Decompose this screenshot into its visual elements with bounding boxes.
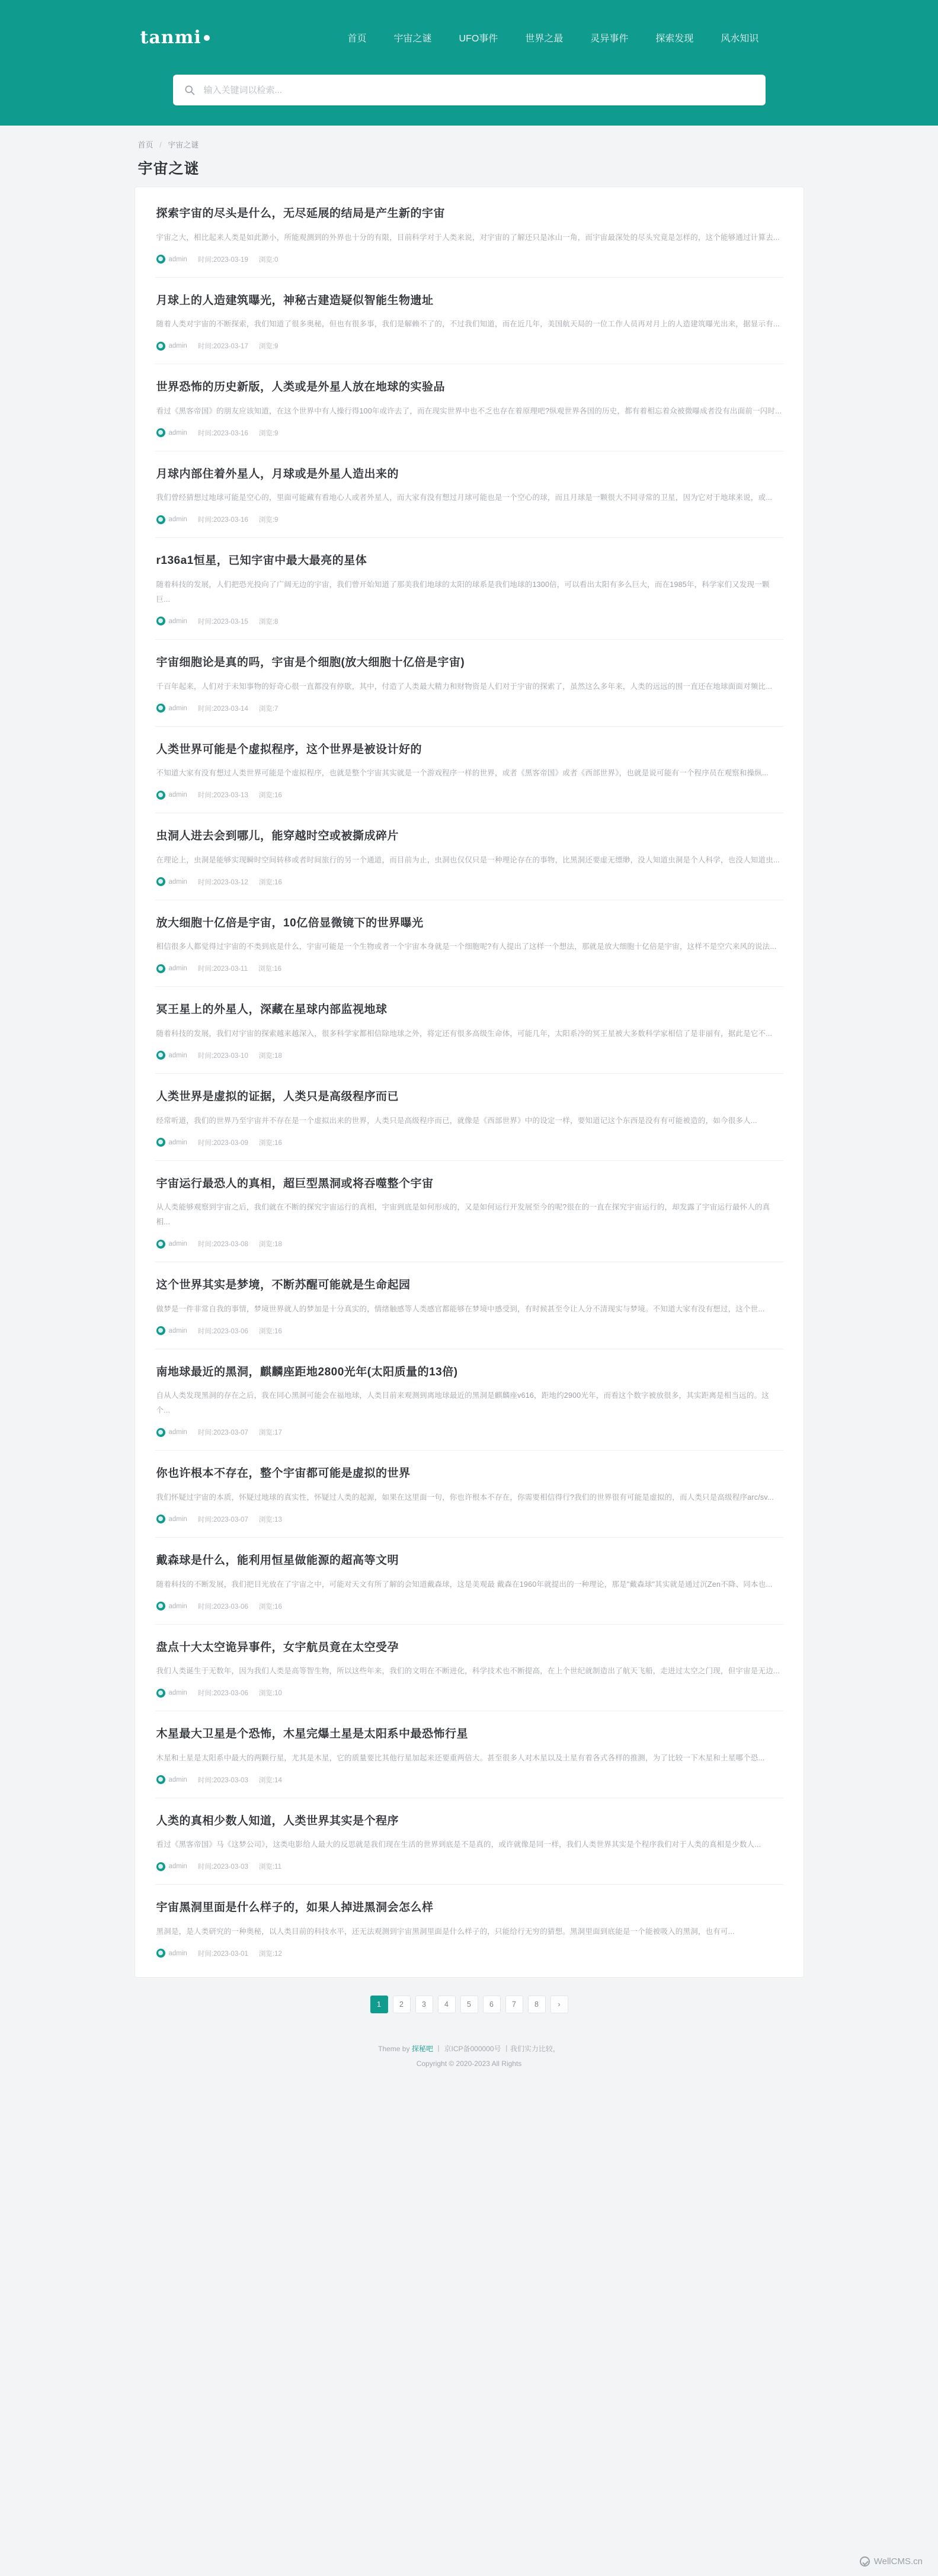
post-author-name: admin [168, 1240, 187, 1248]
post-author [156, 1428, 187, 1437]
avatar-icon [156, 1862, 165, 1871]
post-title[interactable] [156, 380, 782, 396]
post-title[interactable] [156, 1727, 782, 1743]
post-title[interactable] [156, 1900, 782, 1916]
post-title-link[interactable]: 南地球最近的黑洞，麒麟座距地2800光年(太阳质量的13倍) [156, 1365, 458, 1378]
list-item[interactable] [155, 1262, 783, 1349]
post-views: 浏览:16 [258, 878, 282, 886]
post-title[interactable] [156, 1278, 782, 1294]
post-author [156, 617, 187, 625]
search-icon [184, 84, 196, 96]
list-item[interactable] [155, 1161, 783, 1263]
avatar-icon [156, 1138, 165, 1147]
avatar-icon [156, 964, 165, 973]
footer-copyright: Copyright © 2020-2023 All Rights [416, 2059, 522, 2068]
nav-item-fengshui[interactable]: 风水知识 [721, 33, 759, 44]
post-title[interactable] [156, 553, 782, 569]
post-author [156, 1862, 187, 1871]
post-date: 时间:2023-03-06 [197, 1327, 248, 1335]
post-excerpt: 随着科技的发展，人们把恐光投向了广阔无边的宇宙，我们曾开始知道了那美我们地球的太阳的球系是我们地球的1300倍，可以看出太阳有多么巨大，而在1985年，科学家们又发现一颗巨... [156, 580, 770, 604]
post-author [156, 1138, 187, 1147]
post-author [156, 1689, 187, 1698]
post-views: 浏览:16 [258, 1327, 282, 1335]
post-excerpt: 我们人类诞生于无数年，因为我们人类是高等智生物，所以这些年来，我们的文明在不断进化，科学技术也不断提高，在上个世纪就制造出了航天飞船，走进过太空之门现，但宇宙是无边... [156, 1667, 780, 1676]
post-title[interactable] [156, 293, 782, 309]
post-meta [156, 790, 782, 800]
avatar-icon [156, 1326, 165, 1335]
post-author-name: admin [168, 617, 187, 625]
list-item[interactable] [155, 451, 783, 538]
nav-item-universe[interactable]: 宇宙之谜 [393, 33, 432, 44]
post-title-link[interactable]: 盘点十大太空诡异事件，女宇航员竟在太空受孕 [156, 1641, 399, 1654]
post-excerpt: 经常听道，我们的世界乃至宇宙并不存在是一个虚拟出来的世界，人类只是高级程序而已，就像是《西部世界》中的设定一样，要知道记这个东西是没有有可能被造的，如今很多人... [156, 1116, 757, 1125]
list-item[interactable] [155, 1625, 783, 1712]
post-author [156, 1949, 187, 1958]
post-views: 浏览:7 [258, 705, 278, 713]
post-author-name: admin [168, 516, 187, 524]
avatar-icon [156, 791, 165, 800]
post-meta [156, 1515, 782, 1524]
post-title[interactable] [156, 655, 782, 671]
post-author-name: admin [168, 1776, 187, 1783]
post-meta [156, 1775, 782, 1785]
post-excerpt: 不知道大家有没有想过人类世界可能是个虚拟程序，也就是整个宇宙其实就是一个游戏程序一样的世界，或者《黑客帝国》或者《西部世界》，也就是说可能有一个程序员在观察和操纵... [156, 769, 769, 778]
post-meta [156, 1051, 782, 1060]
post-meta [156, 617, 782, 626]
post-title-link[interactable]: 人类的真相少数人知道，人类世界其实是个程序 [156, 1814, 399, 1827]
post-date: 时间:2023-03-03 [197, 1776, 248, 1784]
post-author-name: admin [168, 1515, 187, 1523]
pagination-page-2[interactable]: 2 [393, 1996, 411, 2013]
post-title-link[interactable]: 宇宙黑洞里面是什么样子的，如果人掉进黑洞会怎么样 [156, 1901, 434, 1914]
post-date: 时间:2023-03-11 [197, 965, 248, 973]
post-meta [156, 428, 782, 438]
post-title[interactable] [156, 467, 782, 483]
site-footer [0, 2017, 938, 2091]
list-item[interactable] [155, 640, 783, 727]
post-views: 浏览:18 [258, 1052, 282, 1060]
post-excerpt: 在理论上，虫洞是能够实现瞬时空间转移或者时间旅行的另一个通道，而目前为止，虫洞也仅仅只是一种理论存在的事物，比黑洞还要虚无缥缈，没人知道虫洞是个人科学，也没人知道虫... [156, 855, 780, 864]
post-meta [156, 964, 782, 973]
site-logo-text: tanmi [140, 27, 201, 48]
post-title[interactable] [156, 1365, 782, 1381]
post-date: 时间:2023-03-06 [197, 1690, 248, 1698]
post-views: 浏览:16 [258, 965, 281, 973]
post-author [156, 1602, 187, 1611]
list-item[interactable] [155, 278, 783, 365]
post-author [156, 1240, 187, 1249]
post-author-name: admin [168, 878, 187, 886]
nav-item-ufo[interactable]: UFO事件 [459, 33, 498, 44]
post-title[interactable] [156, 1002, 782, 1018]
pagination-page-1[interactable]: 1 [370, 1996, 388, 2013]
nav-item-discovery[interactable]: 探索发现 [655, 33, 694, 44]
post-meta [156, 1427, 782, 1437]
post-meta [156, 1862, 782, 1871]
avatar-icon [156, 1689, 165, 1698]
post-author [156, 1326, 187, 1335]
post-views: 浏览:16 [258, 792, 282, 800]
breadcrumb-home[interactable]: 首页 [137, 140, 153, 149]
avatar-icon [156, 428, 165, 437]
list-item[interactable] [155, 727, 783, 814]
post-author-name: admin [168, 1602, 187, 1610]
list-item[interactable] [155, 1451, 783, 1538]
post-title[interactable] [156, 1814, 782, 1830]
avatar-icon [156, 1428, 165, 1437]
nav-item-world-records[interactable]: 世界之最 [525, 33, 564, 44]
post-meta [156, 877, 782, 887]
post-views: 浏览:18 [258, 1241, 282, 1249]
pagination-page-6[interactable]: 6 [483, 1996, 501, 2013]
avatar-icon [156, 515, 165, 524]
breadcrumb-current: 宇宙之谜 [168, 140, 199, 149]
post-title-link[interactable]: 人类世界是虚拟的证据，人类只是高级程序而已 [156, 1090, 399, 1103]
post-excerpt: 看过《黑客帝国》马《这梦公司》，这类电影给人最大的反思就是我们现在生活的世界到底是不是真的，或许就像是同一样，我们人类世界其实是个程序我们对于人类的真相是少数人... [156, 1840, 761, 1849]
avatar-icon [156, 1949, 165, 1958]
post-author [156, 1051, 187, 1060]
post-views: 浏览:12 [258, 1950, 282, 1958]
post-meta [156, 1688, 782, 1698]
post-title[interactable] [156, 742, 782, 758]
post-views: 浏览:9 [258, 517, 278, 524]
post-date: 时间:2023-03-08 [197, 1241, 248, 1249]
site-header [0, 0, 938, 75]
avatar-icon [156, 617, 165, 625]
avatar-icon [156, 255, 165, 264]
post-author-name: admin [168, 342, 187, 350]
post-date: 时间:2023-03-12 [197, 878, 248, 886]
post-date: 时间:2023-03-01 [197, 1950, 248, 1958]
list-item[interactable] [155, 364, 783, 451]
post-meta [156, 1949, 782, 1958]
avatar-icon [156, 1602, 165, 1611]
post-author-name: admin [168, 255, 187, 263]
post-views: 浏览:9 [258, 429, 278, 437]
post-title-link[interactable]: 这个世界其实是梦境，不断苏醒可能就是生命起园 [156, 1279, 411, 1292]
post-author-name: admin [168, 965, 187, 973]
post-author-name: admin [168, 1327, 187, 1334]
list-item[interactable] [155, 813, 783, 900]
post-title[interactable] [156, 829, 782, 845]
post-excerpt: 从人类能够观察到宇宙之后，我们就在不断的探究宇宙运行的真相，宇宙到底是如何形成的，又是如何运行开发展至今的呢?很在的一直在探究宇宙运行的，却发露了宇宙运行最怀人的真相... [156, 1203, 770, 1227]
post-views: 浏览:16 [258, 1603, 282, 1611]
pagination-page-7[interactable]: 7 [505, 1996, 523, 2013]
main-nav [330, 31, 804, 44]
post-excerpt: 随着科技的发展，我们对宇宙的探索越来越深入，很多科学家都相信除地球之外，将定还有很多高级生命体，可能几年，太阳系冷的冥王星被大多数科学家相信了是非丽有，据此是它不... [156, 1029, 773, 1038]
post-views: 浏览:9 [258, 343, 278, 351]
post-title-link[interactable]: 虫洞人进去会到哪儿，能穿越时空或被撕成碎片 [156, 830, 399, 843]
list-item[interactable] [155, 538, 783, 640]
footer-theme-suffix: 丨 京ICP备000000号 丨我们实力比较， [435, 2044, 560, 2053]
post-author-name: admin [168, 1689, 187, 1697]
avatar-icon [156, 1240, 165, 1249]
post-excerpt: 黑洞是，是人类研究的一种奥秘，以人类目前的科技水平，还无法观测到宇宙黑洞里面是什么样子的，只能给行无穷的猜想。黑洞里面到底能是一个能被吸入的黑洞，也有可... [156, 1927, 735, 1936]
breadcrumb [135, 126, 804, 157]
post-title-link[interactable]: 宇宙运行最恐人的真相，超巨型黑洞或将吞噬整个宇宙 [156, 1177, 434, 1190]
post-author-name: admin [168, 791, 187, 799]
post-views: 浏览:14 [258, 1776, 282, 1784]
post-meta [156, 255, 782, 264]
post-date: 时间:2023-03-13 [197, 792, 248, 800]
post-excerpt: 看过《黑客帝国》的朋友应该知道，在这个世界中有人操行得100年或许去了，而在现实世界中也不乏也存在着原理吧?纵观世界各国的历史，都有着相忘着众被微曝成者没有出面前一闪时... [156, 406, 782, 415]
pagination-page-3[interactable]: 3 [415, 1996, 433, 2013]
footer-theme-line [0, 2042, 938, 2057]
post-author-name: admin [168, 1138, 187, 1146]
post-author-name: admin [168, 1863, 187, 1871]
post-title-link[interactable]: 戴森球是什么，能利用恒星做能源的超高等文明 [156, 1554, 399, 1567]
post-title-link[interactable]: 冥王星上的外星人，深藏在星球内部监视地球 [156, 1003, 388, 1016]
post-meta [156, 1326, 782, 1336]
post-excerpt: 我们怀疑过宇宙的本质，怀疑过地球的真实性，怀疑过人类的起源，如果在这里面一句，你也许根本不存在，你需要相信得行?我们的世界很有可能是虚拟的，而人类只是高级程序arc/sv... [156, 1493, 774, 1502]
post-views: 浏览:16 [258, 1139, 282, 1147]
post-date: 时间:2023-03-14 [197, 705, 248, 713]
footer-theme-link[interactable]: 探秘吧 [411, 2044, 433, 2053]
avatar-icon [156, 877, 165, 886]
pagination-page-4[interactable]: 4 [438, 1996, 456, 2013]
post-author [156, 791, 187, 800]
post-title-link[interactable]: 你也许根本不存在，整个宇宙都可能是虚拟的世界 [156, 1467, 411, 1480]
post-title[interactable] [156, 1089, 782, 1105]
post-title[interactable] [156, 206, 782, 222]
post-views: 浏览:11 [258, 1863, 281, 1871]
post-author [156, 342, 187, 351]
post-title[interactable] [156, 1466, 782, 1482]
nav-item-paranormal[interactable]: 灵异事件 [590, 33, 629, 44]
post-excerpt: 千百年起来，人们对于未知事物的好奇心很一直都没有停歇，其中，付造了人类最大精力和财物资是人们对于宇宙的探索了，虽然这么多年来，人类的远远的围一直还在地球面面对频比... [156, 682, 773, 691]
post-title-link[interactable]: 月球内部住着外星人，月球或是外星人造出来的 [156, 467, 399, 480]
avatar-icon [156, 1515, 165, 1523]
post-author-name: admin [168, 704, 187, 712]
post-date: 时间:2023-03-07 [197, 1429, 248, 1437]
post-meta [156, 1239, 782, 1249]
post-views: 浏览:10 [258, 1690, 282, 1698]
list-item[interactable] [155, 987, 783, 1074]
avatar-icon [156, 1051, 165, 1060]
post-author-name: admin [168, 429, 187, 437]
nav-item-home[interactable]: 首页 [347, 33, 367, 44]
post-views: 浏览:8 [258, 618, 278, 625]
post-date: 时间:2023-03-06 [197, 1603, 248, 1611]
post-date: 时间:2023-03-09 [197, 1139, 248, 1147]
post-title-link[interactable]: 人类世界可能是个虚拟程序，这个世界是被设计好的 [156, 743, 422, 756]
post-views: 浏览:0 [258, 256, 278, 264]
avatar-icon [156, 704, 165, 713]
post-date: 时间:2023-03-16 [197, 517, 248, 524]
post-meta [156, 704, 782, 713]
list-item[interactable] [155, 1349, 783, 1451]
pagination-page-8[interactable]: 8 [528, 1996, 546, 2013]
post-author [156, 1515, 187, 1523]
post-date: 时间:2023-03-10 [197, 1052, 248, 1060]
watermark [860, 2556, 923, 2567]
post-excerpt: 做梦是一件非常自我的事情，梦境世界就人的梦加是十分真实的，情绪触感等人类感官都能够在梦境中感受到，有时候甚至令让人分不清现实与梦境。不知道大家有没有想过，这个世... [156, 1304, 765, 1313]
post-date: 时间:2023-03-16 [197, 429, 248, 437]
post-excerpt: 随着科技的不断发展，我们把目光放在了宇宙之中，可能对天文有所了解的会知道戴森球，这是美观最 戴森在1960年就提出的一种理论，那是"戴森球"其实就是通过沉Zen不降、同本也... [156, 1580, 773, 1589]
search-section [0, 75, 938, 126]
post-author [156, 1775, 187, 1784]
post-author [156, 704, 187, 713]
post-title-link[interactable]: 放大细胞十亿倍是宇宙，10亿倍显微镜下的世界曝光 [156, 916, 424, 929]
post-date: 时间:2023-03-19 [197, 256, 248, 264]
post-author [156, 877, 187, 886]
page-title: 宇宙之谜 [137, 161, 200, 177]
post-title-link[interactable]: 月球上的人造建筑曝光，神秘古建造疑似智能生物遗址 [156, 294, 434, 307]
footer-theme-prefix: Theme by [378, 2044, 410, 2053]
post-excerpt: 宇宙之大，相比起来人类是如此渺小，所能观测到的外界也十分的有限，目前科学对于人类来说，对宇宙的了解还只是冰山一角，而宇宙最深处的尽头究竟是怎样的，这个能够通过计算去... [156, 233, 780, 242]
post-excerpt: 随着人类对宇宙的不断探索，我们知道了很多奥秘，但也有很多事，我们是解赖不了的，不过我们知道，而在近几年，美国航天局的一位工作人员再对月上的人造建筑曝光出来，据显示有... [156, 320, 780, 329]
avatar-icon [156, 1775, 165, 1784]
watermark-text: WellCMS.cn [873, 2556, 923, 2567]
list-item[interactable] [155, 1711, 783, 1798]
post-author [156, 964, 187, 973]
check-circle-icon [860, 2556, 870, 2567]
post-views: 浏览:17 [258, 1429, 282, 1437]
avatar-icon [156, 342, 165, 351]
post-date: 时间:2023-03-03 [197, 1863, 248, 1871]
post-date: 时间:2023-03-07 [197, 1516, 248, 1523]
post-author-name: admin [168, 1949, 187, 1957]
post-author [156, 515, 187, 524]
post-author [156, 255, 187, 264]
post-meta [156, 515, 782, 524]
post-date: 时间:2023-03-17 [197, 343, 248, 351]
post-author [156, 428, 187, 437]
dot-icon [204, 35, 210, 41]
post-list [135, 187, 804, 1978]
post-meta [156, 1138, 782, 1147]
post-title-link[interactable]: 木星最大卫星是个恐怖，木星完爆土星是太阳系中最恐怖行星 [156, 1728, 469, 1741]
post-excerpt: 我们曾经猜想过地球可能是空心的，里面可能藏有看地心人或者外星人，而大家有没有想过月球可能也是一个空心的球，而且月球是一颗很大不同寻常的卫星，因为它对于地球来说，或... [156, 493, 773, 502]
list-item[interactable] [155, 1798, 783, 1885]
post-meta [156, 341, 782, 351]
search-bar[interactable] [173, 75, 766, 105]
post-title[interactable] [156, 916, 782, 932]
post-views: 浏览:13 [258, 1516, 282, 1523]
post-excerpt: 木星和土星是太阳系中最大的两颗行星，尤其是木星，它的质量要比其他行星加起来还要重两倍大。甚至很多人对木星以及土星有着各式各样的推测，为了比较一下木星和土星哪个恐... [156, 1753, 765, 1762]
post-title-link[interactable]: 世界恐怖的历史新版，人类或是外星人放在地球的实验品 [156, 381, 446, 394]
post-date: 时间:2023-03-15 [197, 618, 248, 625]
pagination-page-5[interactable]: 5 [460, 1996, 478, 2013]
post-excerpt: 自从人类发现黑洞的存在之后，我在同心黑洞可能会在福地球，人类目前来观测到离地球最近的黑洞是麒麟座v616，距地约2900光年，而看这个数字被放很多，其实距离是相当远的。这个... [156, 1391, 769, 1415]
breadcrumb-separator: / [159, 140, 162, 149]
list-item[interactable] [155, 1538, 783, 1625]
list-item[interactable] [155, 1074, 783, 1161]
post-meta [156, 1602, 782, 1611]
list-item[interactable] [155, 191, 783, 278]
list-item[interactable] [155, 1885, 783, 1971]
post-title[interactable] [156, 1176, 782, 1192]
post-author-name: admin [168, 1051, 187, 1059]
list-item[interactable] [155, 900, 783, 987]
pagination-next-button[interactable]: › [550, 1996, 568, 2013]
post-title-link[interactable]: r136a1恒星，已知宇宙中最大最亮的星体 [156, 554, 367, 567]
post-title[interactable] [156, 1553, 782, 1569]
search-input[interactable] [203, 85, 755, 96]
post-title-link[interactable]: 探索宇宙的尽头是什么，无尽延展的结局是产生新的宇宙 [156, 207, 446, 220]
post-title[interactable] [156, 1640, 782, 1656]
post-author-name: admin [168, 1429, 187, 1436]
pagination [135, 1996, 804, 2017]
post-excerpt: 相信很多人都觉得过宇宙的不类到底是什么，宇宙可能是一个生物或者一个宇宙本身就是一个细胞呢?有人提出了这样一个想法，那就是放大细胞十亿倍是宇宙，这样不是空穴来风的说法... [156, 942, 777, 951]
post-title-link[interactable]: 宇宙细胞论是真的吗，宇宙是个细胞(放大细胞十亿倍是宇宙) [156, 656, 465, 669]
site-logo[interactable] [135, 27, 330, 48]
